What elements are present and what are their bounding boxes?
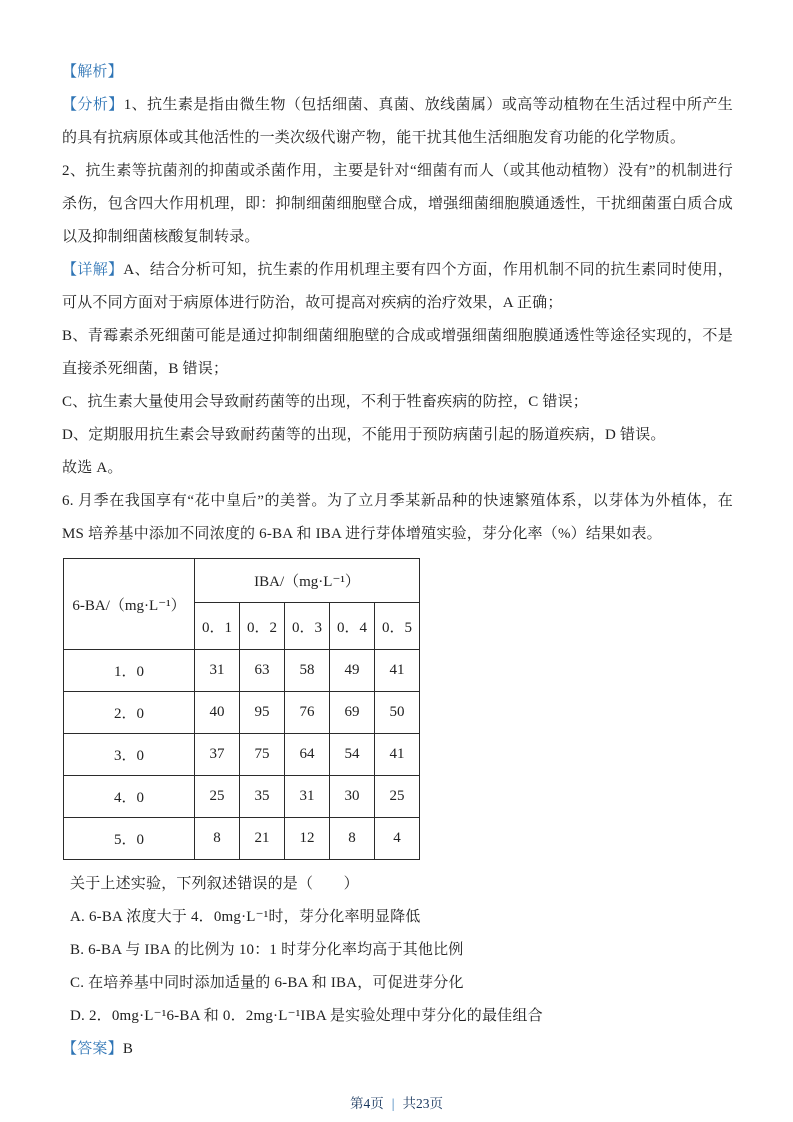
table-cell: 4: [375, 818, 420, 860]
table-cell: 54: [330, 734, 375, 776]
option-label: B.: [70, 942, 85, 958]
table-cell: 40: [195, 692, 240, 734]
table-cell: 75: [240, 734, 285, 776]
table-cell: 31: [285, 776, 330, 818]
paragraph: [62, 386, 733, 419]
table-corner-header: 6-BA/（mg·L⁻¹）: [64, 559, 195, 650]
table-cell: 30: [330, 776, 375, 818]
footer-page-number: 第4页: [350, 1096, 384, 1111]
analysis-heading: [62, 56, 733, 89]
table-cell: 12: [285, 818, 330, 860]
table-col-header: 0．2: [240, 603, 285, 650]
table-row: [64, 650, 420, 692]
results-table: [63, 558, 420, 860]
option-text: 2．0mg·L⁻¹6-BA 和 0．2mg·L⁻¹IBA 是实验处理中芽分化的最佳组合: [88, 1008, 543, 1024]
option-label: C.: [70, 975, 85, 991]
question-intro: [62, 485, 733, 551]
answer-line: [62, 1033, 733, 1066]
row-label: 3．0: [64, 734, 195, 776]
page-content: [62, 56, 733, 1066]
option-text: 6-BA 浓度大于 4．0mg·L⁻¹时，芽分化率明显降低: [88, 909, 421, 925]
table-cell: 63: [240, 650, 285, 692]
answer-value: B: [122, 1041, 134, 1057]
fenxi-marker: 【分析】: [62, 97, 124, 113]
option-label: D.: [70, 1008, 85, 1024]
paragraph: [62, 155, 733, 254]
table-row: [64, 734, 420, 776]
table-cell: 8: [330, 818, 375, 860]
paragraph-text: D、定期服用抗生素会导致耐药菌等的出现，不能用于预防病菌引起的肠道疾病，D 错误。: [62, 427, 666, 443]
paragraph: [62, 254, 733, 320]
option-a: [62, 901, 733, 934]
table-row: [64, 776, 420, 818]
option-d: [62, 1000, 733, 1033]
analysis-marker: 【解析】: [62, 64, 123, 80]
table-col-header: 0．4: [330, 603, 375, 650]
paragraph-text: A、结合分析可知，抗生素的作用机理主要有四个方面，作用机制不同的抗生素同时使用，可从不同方面对于病原体进行防治，故可提高对疾病的治疗效果，A 正确；: [62, 262, 733, 311]
table-cell: 64: [285, 734, 330, 776]
paragraph: [62, 452, 733, 485]
paragraph: [62, 320, 733, 386]
question-stem: [62, 868, 733, 901]
table-cell: 69: [330, 692, 375, 734]
table-cell: 41: [375, 650, 420, 692]
table-cell: 21: [240, 818, 285, 860]
paragraph-text: 故选 A。: [62, 460, 123, 476]
table-cell: 25: [195, 776, 240, 818]
paragraph-text: C、抗生素大量使用会导致耐药菌等的出现，不利于牲畜疾病的防控，C 错误；: [62, 394, 588, 410]
paragraph-text: 1、抗生素是指由微生物（包括细菌、真菌、放线菌属）或高等动植物在生活过程中所产生的具有抗病原体或其他活性的一类次级代谢产物，能干扰其他生活细胞发育功能的化学物质。: [62, 97, 733, 146]
option-label: A.: [70, 909, 85, 925]
row-label: 2．0: [64, 692, 195, 734]
question-block: [62, 868, 733, 1033]
paragraph-text: 2、抗生素等抗菌剂的抑菌或杀菌作用，主要是针对“细菌有而人（或其他动植物）没有”的机制进行杀伤，包含四大作用机理，即：抑制细菌细胞壁合成，增强细菌细胞膜通透性，干扰细菌蛋白质合成以及抑制细菌核酸复制转录。: [62, 163, 733, 245]
answer-marker: 【答案】: [62, 1041, 123, 1057]
row-label: 5．0: [64, 818, 195, 860]
table-cell: 8: [195, 818, 240, 860]
table-row: [64, 818, 420, 860]
footer-total-pages: 共23页: [402, 1096, 443, 1111]
option-text: 6-BA 与 IBA 的比例为 10：1 时芽分化率均高于其他比例: [88, 942, 464, 958]
table-row: [64, 692, 420, 734]
table-cell: 76: [285, 692, 330, 734]
option-b: [62, 934, 733, 967]
row-label: 4．0: [64, 776, 195, 818]
paragraph: [62, 89, 733, 155]
paragraph-text: B、青霉素杀死细菌可能是通过抑制细菌细胞壁的合成或增强细菌细胞膜通透性等途径实现的，不是直接杀死细菌，B 错误；: [62, 328, 733, 377]
table-cell: 25: [375, 776, 420, 818]
row-label: 1．0: [64, 650, 195, 692]
table-cell: 95: [240, 692, 285, 734]
table-cell: 37: [195, 734, 240, 776]
table-cell: 49: [330, 650, 375, 692]
stem-text: 关于上述实验，下列叙述错误的是（ ）: [70, 876, 359, 892]
table-group-header: IBA/（mg·L⁻¹）: [195, 559, 420, 603]
xiangjie-marker: 【详解】: [62, 262, 124, 278]
table-cell: 50: [375, 692, 420, 734]
table-cell: 41: [375, 734, 420, 776]
table-cell: 35: [240, 776, 285, 818]
paragraph: [62, 419, 733, 452]
table-col-header: 0．5: [375, 603, 420, 650]
paragraph-text: 6. 月季在我国享有“花中皇后”的美誉。为了立月季某新品种的快速繁殖体系，以芽体为外植体，在 MS 培养基中添加不同浓度的 6-BA 和 IBA 进行芽体增殖实验，芽分化率（%）结果如表。: [62, 493, 733, 542]
table-col-header: 0．3: [285, 603, 330, 650]
table-cell: 58: [285, 650, 330, 692]
option-text: 在培养基中同时添加适量的 6-BA 和 IBA，可促进芽分化: [88, 975, 464, 991]
table-col-header: 0．1: [195, 603, 240, 650]
page-footer: [0, 1092, 793, 1112]
table-cell: 31: [195, 650, 240, 692]
footer-separator: |: [391, 1096, 395, 1111]
option-c: [62, 967, 733, 1000]
